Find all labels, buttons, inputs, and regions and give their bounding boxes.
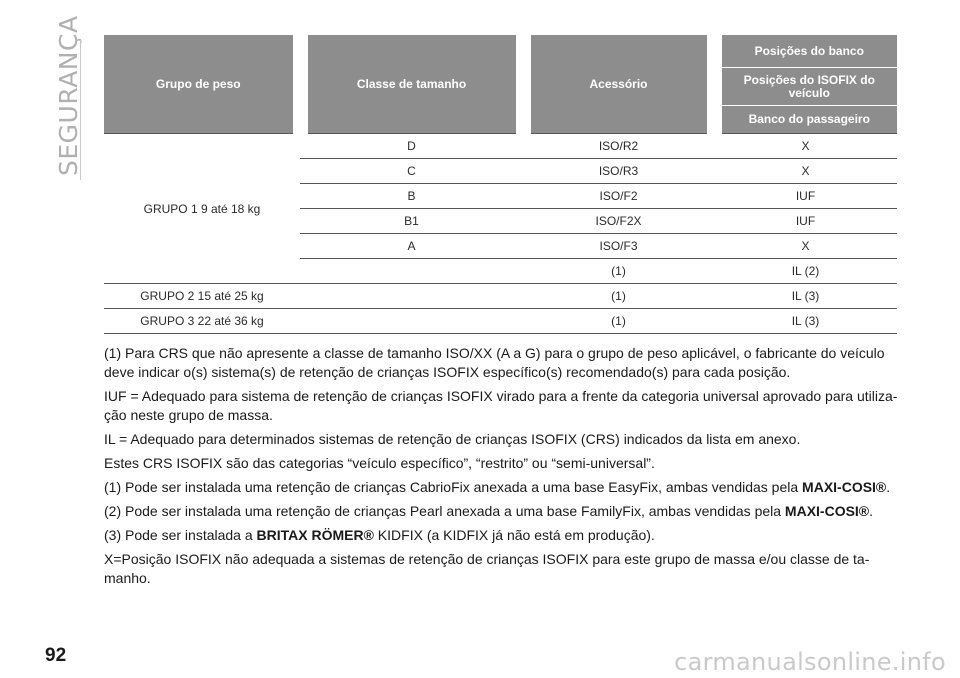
note-crs-size-class: (1) Para CRS que não apresente a classe de tamanho ISO/XX (A a G) para o grupo de peso aplicável, o fabricante do veículo deve indicar o(s) sistema(s) de retenção de crianças ISOFIX específico(s) recomendado(s) para cada posição. xyxy=(104,345,885,380)
accessory-cell: (1) xyxy=(523,259,714,284)
section-title: SEGURANÇA xyxy=(54,15,83,176)
passenger-cell: X xyxy=(714,234,897,259)
size-class-cell: B1 xyxy=(300,209,523,234)
accessory-cell: (1) xyxy=(523,284,714,309)
note-1 xyxy=(104,478,904,497)
size-class-cell: B xyxy=(300,184,523,209)
group3-label: GRUPO 3 22 até 36 kg xyxy=(104,309,300,334)
note-2-text: (2) Pode ser instalada uma retenção de crianças Pearl anexada a uma base FamilyFix, ambas vendidas pela xyxy=(104,503,785,519)
size-class-cell xyxy=(300,309,523,334)
note-3-end: KIDFIX (a KIDFIX já não está em produção). xyxy=(373,527,655,543)
table-row xyxy=(104,284,897,309)
accessory-cell: (1) xyxy=(523,309,714,334)
header-seat-positions: Posições do banco xyxy=(714,35,897,68)
accessory-cell: ISO/R2 xyxy=(523,134,714,159)
section-divider xyxy=(80,40,81,180)
note-1-text: (1) Pode ser instalada uma retenção de crianças CabrioFix anexada a uma base EasyFix, ambas vendidas pela xyxy=(104,479,803,495)
header-size-class: Classe de tamanho xyxy=(300,35,523,134)
group1-label: GRUPO 1 9 até 18 kg xyxy=(104,134,300,284)
header-accessory: Acessório xyxy=(523,35,714,134)
note-categories: Estes CRS ISOFIX são das categorias “veículo específico”, “restrito” ou “semi-universal”. xyxy=(104,455,655,471)
note-3-brand: BRITAX RÖMER® xyxy=(256,527,374,543)
note-iuf: IUF = Adequado para sistema de retenção de crianças ISOFIX virado para a frente da categoria universal aprovado para utiliza-ção neste grupo de massa. xyxy=(104,388,898,423)
passenger-cell: X xyxy=(714,159,897,184)
note-il: IL = Adequado para determinados sistemas de retenção de crianças ISOFIX (CRS) indicados da lista em anexo. xyxy=(104,431,801,447)
note-2-end: . xyxy=(869,503,874,519)
table-notes xyxy=(104,344,904,593)
header-isofix-positions: Posições do ISOFIX do veículo xyxy=(714,68,897,106)
page-number: 92 xyxy=(45,645,67,666)
accessory-cell: ISO/F2 xyxy=(523,184,714,209)
isofix-table xyxy=(104,35,897,334)
header-weight-group: Grupo de peso xyxy=(104,35,300,134)
note-2 xyxy=(104,502,904,521)
passenger-cell: X xyxy=(714,134,897,159)
watermark: carmanualsonline.info xyxy=(674,648,946,676)
size-class-cell: A xyxy=(300,234,523,259)
passenger-cell: IUF xyxy=(714,184,897,209)
accessory-cell: ISO/R3 xyxy=(523,159,714,184)
note-1-brand: MAXI-COSI® xyxy=(802,479,887,495)
passenger-cell: IL (3) xyxy=(714,284,897,309)
group2-label: GRUPO 2 15 até 25 kg xyxy=(104,284,300,309)
passenger-cell: IUF xyxy=(714,209,897,234)
note-3-text: (3) Pode ser instalada a xyxy=(104,527,257,543)
accessory-cell: ISO/F3 xyxy=(523,234,714,259)
header-passenger-seat: Banco do passageiro xyxy=(714,106,897,134)
size-class-cell: C xyxy=(300,159,523,184)
passenger-cell: IL (2) xyxy=(714,259,897,284)
note-x: X=Posição ISOFIX não adequada a sistemas de retenção de crianças ISOFIX para este grupo de massa e/ou classe de ta-manho. xyxy=(104,551,870,586)
table-row xyxy=(104,309,897,334)
size-class-cell: D xyxy=(300,134,523,159)
size-class-cell xyxy=(300,284,523,309)
table-row xyxy=(104,134,897,159)
note-1-end: . xyxy=(886,479,891,495)
note-2-brand: MAXI-COSI® xyxy=(784,503,870,519)
passenger-cell: IL (3) xyxy=(714,309,897,334)
size-class-cell xyxy=(300,259,523,284)
note-3 xyxy=(104,526,904,545)
accessory-cell: ISO/F2X xyxy=(523,209,714,234)
